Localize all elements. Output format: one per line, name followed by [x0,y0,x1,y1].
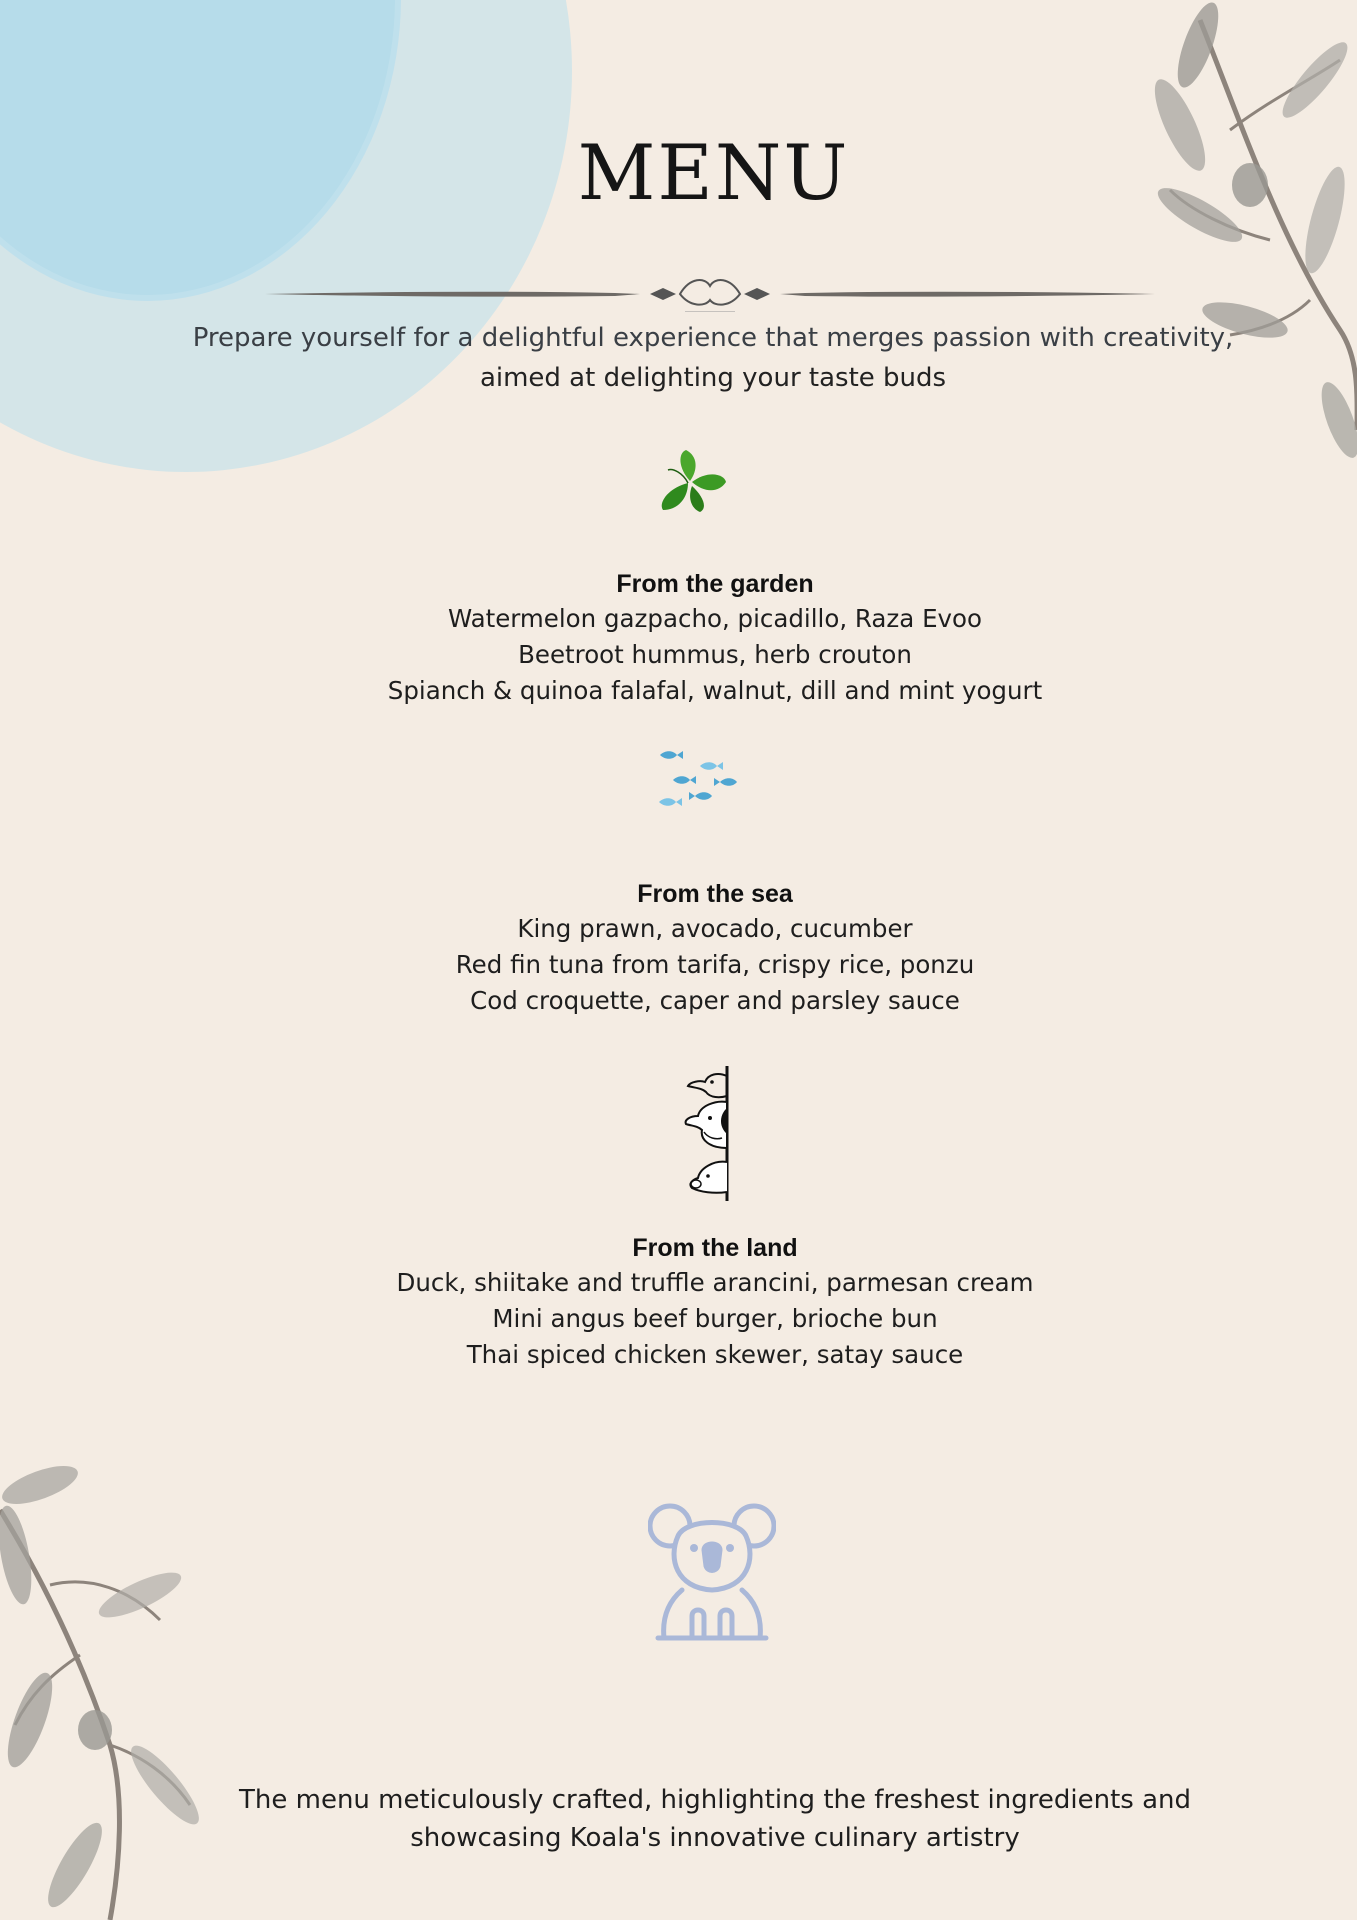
section-land [250,1231,1180,1373]
ornamental-divider [265,272,1155,312]
fish-school-icon [655,748,750,810]
leaves-branch-bottom-left [0,1455,210,1920]
koala-icon [648,1498,776,1646]
menu-item: Duck, shiitake and truffle arancini, parmesan cream [396,1268,1034,1297]
menu-item: Cod croquette, caper and parsley sauce [470,986,960,1015]
section-garden [250,567,1180,709]
footer-line-2: showcasing Koala's innovative culinary artistry [410,1823,1020,1853]
menu-item: Spianch & quinoa falafal, walnut, dill and mint yogurt [387,676,1043,705]
section-title: From the land [632,1234,798,1262]
intro-line-1: Prepare yourself for a delightful experience that merges passion with creativity, [192,323,1234,353]
section-title: From the garden [616,570,814,598]
menu-item: Red fin tuna from tarifa, crispy rice, ponzu [455,950,975,979]
footer-text [180,1781,1250,1857]
intro-text [150,318,1276,398]
leaves-branch-top-right [1140,0,1357,470]
menu-item: Mini angus beef burger, brioche bun [492,1304,938,1333]
footer-line-1: The menu meticulously crafted, highlighting the freshest ingredients and [239,1785,1191,1815]
basil-leaf-icon [658,448,728,514]
menu-item: Beetroot hummus, herb crouton [518,640,912,669]
menu-item: Watermelon gazpacho, picadillo, Raza Evoo [447,604,983,633]
section-title: From the sea [637,880,793,908]
menu-item: Thai spiced chicken skewer, satay sauce [466,1340,964,1369]
intro-line-2: aimed at delighting your taste buds [479,363,947,393]
menu-title: MENU [577,128,850,217]
menu-item: King prawn, avocado, cucumber [517,914,913,943]
section-sea [250,877,1180,1019]
farm-animals-icon [670,1066,732,1201]
